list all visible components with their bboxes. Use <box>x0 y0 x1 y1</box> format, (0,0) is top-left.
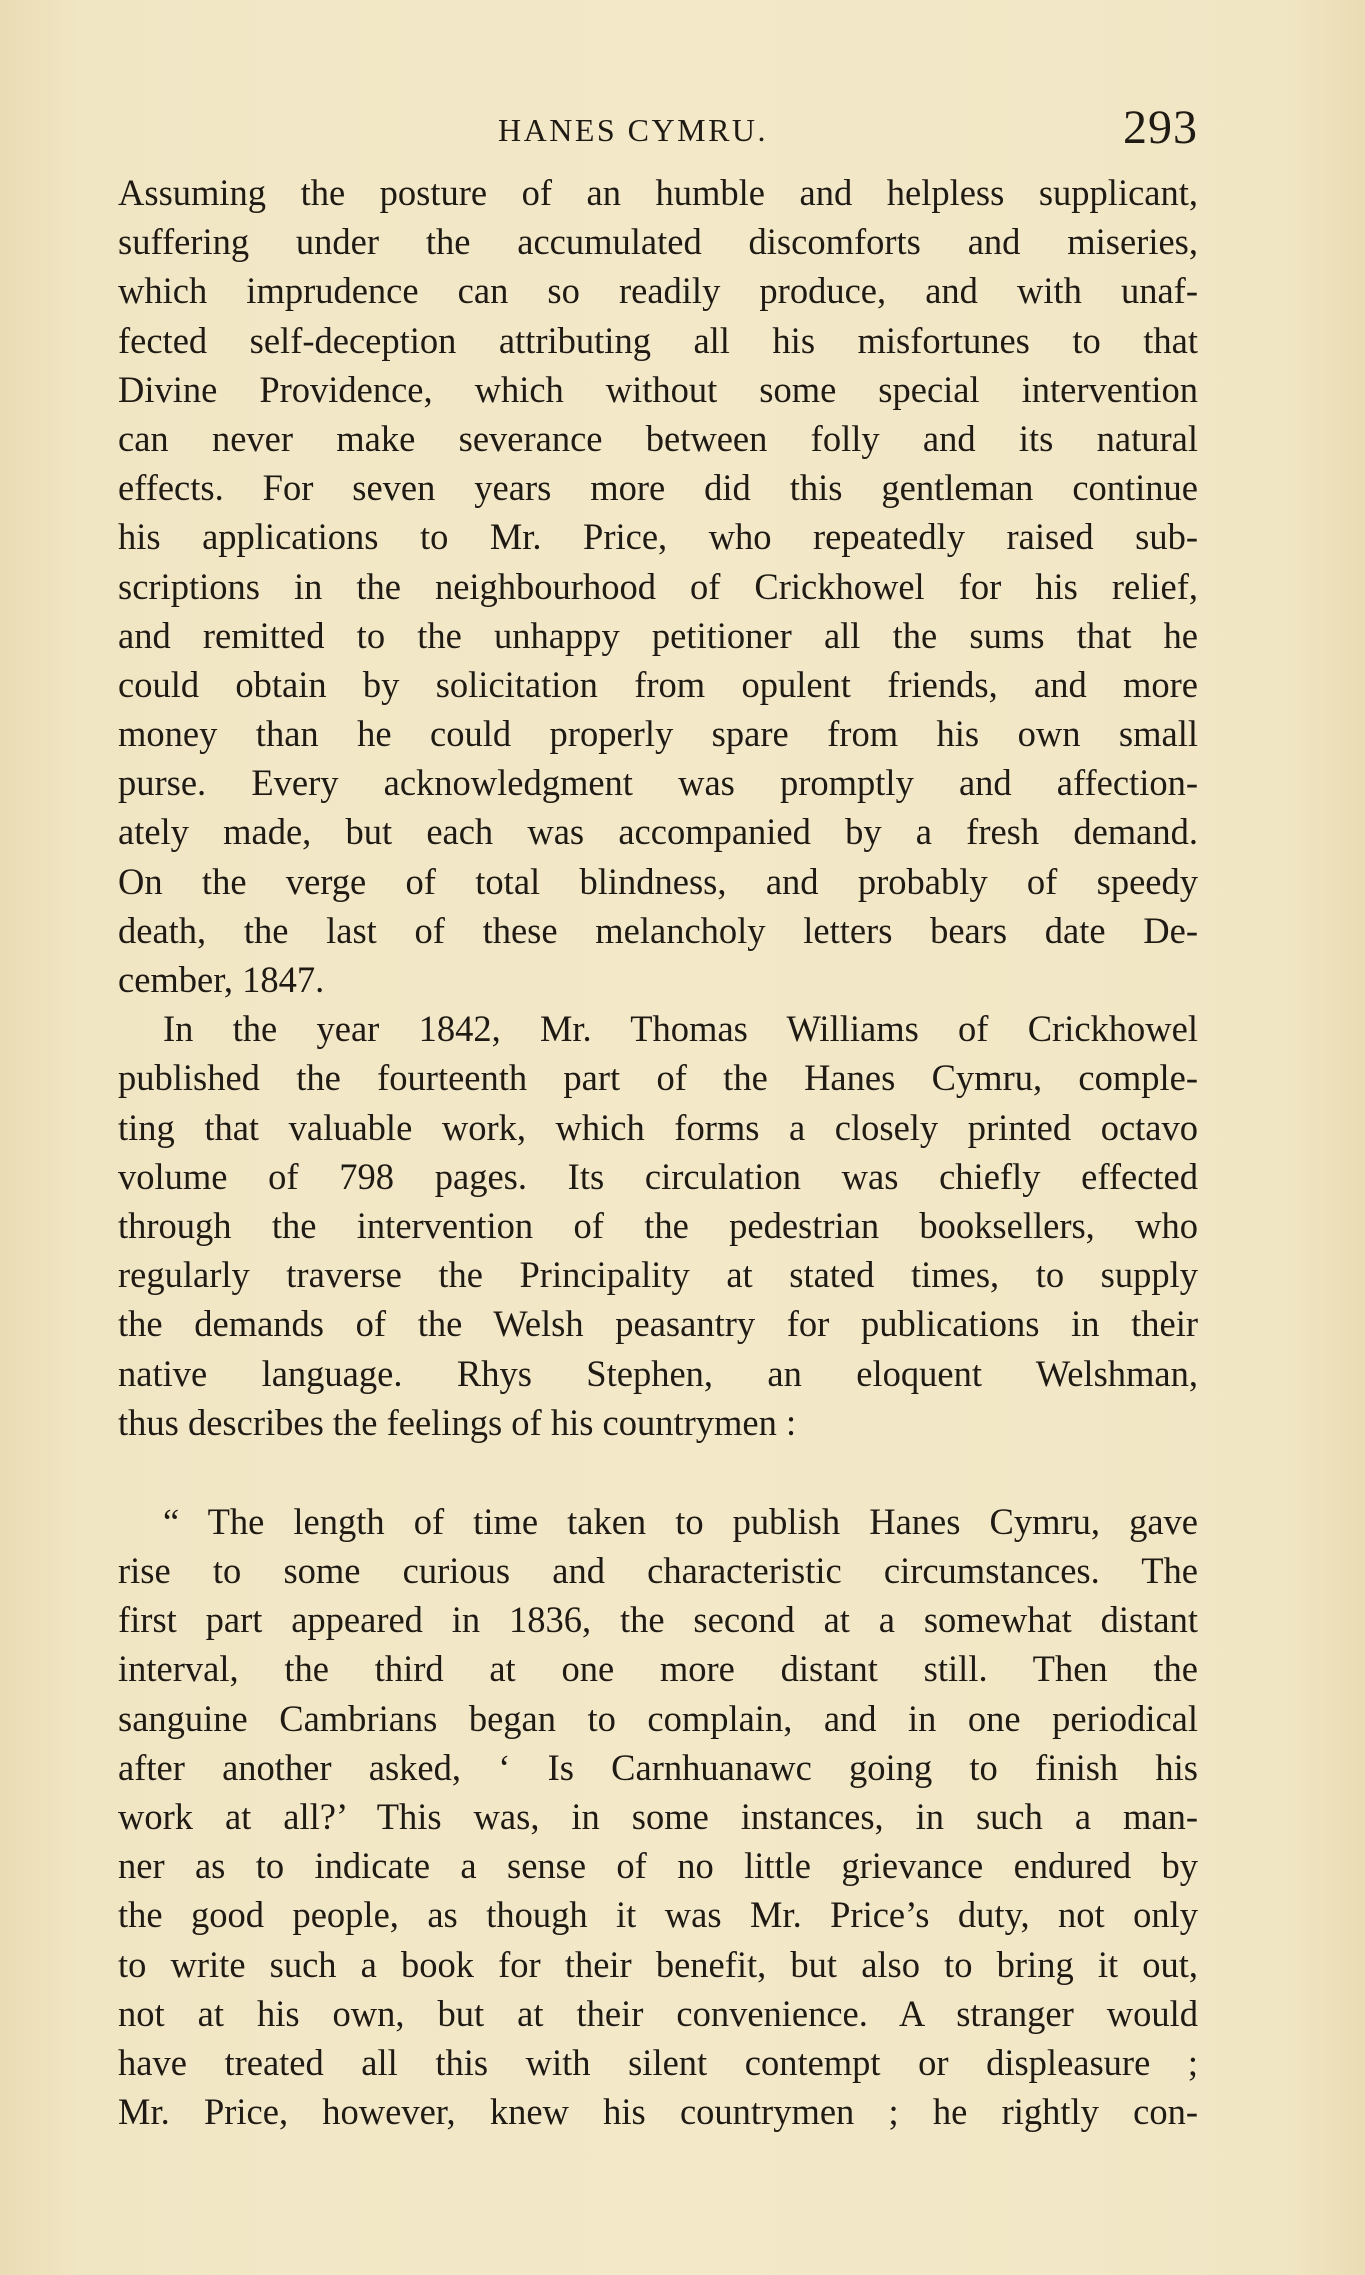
body-text <box>118 168 1198 2136</box>
text-line: not at his own, but at their convenience. A stranger would <box>118 1992 1198 2034</box>
text-line: ting that valuable work, which forms a closely printed octavo <box>118 1106 1198 1148</box>
text-line: regularly traverse the Principality at stated times, to supply <box>118 1254 1198 1296</box>
text-line: In the year 1842, Mr. Thomas Williams of Crickhowel <box>163 1008 1198 1050</box>
text-line: volume of 798 pages. Its circulation was chiefly effected <box>118 1155 1198 1197</box>
text-line: published the fourteenth part of the Hanes Cymru, comple- <box>118 1057 1198 1099</box>
text-line: and remitted to the unhappy petitioner all the sums that he <box>118 614 1198 656</box>
text-line: through the intervention of the pedestrian booksellers, who <box>118 1204 1198 1246</box>
text-line: his applications to Mr. Price, who repeatedly raised sub- <box>118 516 1198 558</box>
paragraph-1 <box>118 168 1198 1004</box>
text-line: Mr. Price, however, knew his countrymen ; he rightly con- <box>118 2091 1198 2133</box>
text-line: thus describes the feelings of his countrymen : <box>118 1401 797 1443</box>
text-line: the good people, as though it was Mr. Price’s duty, not only <box>118 1894 1198 1936</box>
text-line: purse. Every acknowledgment was promptly and affection- <box>118 762 1198 804</box>
running-title: HANES CYMRU. <box>498 112 769 148</box>
text-line: first part appeared in 1836, the second at a somewhat distant <box>118 1599 1198 1641</box>
text-line: suffering under the accumulated discomforts and miseries, <box>118 221 1198 263</box>
text-line: death, the last of these melancholy letters bears date De- <box>118 909 1198 951</box>
text-line: after another asked, ‘ Is Carnhuanawc going to finish his <box>118 1746 1198 1788</box>
text-line: work at all?’ This was, in some instances, in such a man- <box>118 1796 1198 1837</box>
section-gap <box>118 1447 1198 1497</box>
text-line: Assuming the posture of an humble and helpless supplicant, <box>118 172 1198 213</box>
text-line: “ The length of time taken to publish Hanes Cymru, gave <box>163 1500 1198 1542</box>
text-line: effects. For seven years more did this gentleman continue <box>118 467 1198 509</box>
text-line: On the verge of total blindness, and probably of speedy <box>118 860 1198 902</box>
text-line: have treated all this with silent contempt or displeasure ; <box>118 2041 1198 2083</box>
text-line: which imprudence can so readily produce, and with unaf- <box>118 270 1198 312</box>
quotation <box>118 1497 1198 2136</box>
text-line: sanguine Cambrians began to complain, and in one periodical <box>118 1697 1198 1739</box>
text-line: the demands of the Welsh peasantry for publications in their <box>118 1303 1198 1345</box>
text-line: can never make severance between folly and its natural <box>118 417 1198 459</box>
paragraph-2 <box>118 1004 1198 1447</box>
text-line: could obtain by solicitation from opulent friends, and more <box>118 663 1198 705</box>
page-number: 293 <box>1123 101 1198 154</box>
text-line: Divine Providence, which without some special intervention <box>118 368 1198 410</box>
text-line: interval, the third at one more distant still. Then the <box>118 1648 1198 1690</box>
text-line: to write such a book for their benefit, but also to bring it out, <box>118 1943 1198 1985</box>
text-line: scriptions in the neighbourhood of Crickhowel for his relief, <box>118 565 1198 607</box>
text-line: money than he could properly spare from his own small <box>118 713 1198 755</box>
text-line: native language. Rhys Stephen, an eloquent Welshman, <box>118 1352 1198 1394</box>
text-line: fected self-deception attributing all his misfortunes to that <box>118 319 1198 361</box>
text-line: ner as to indicate a sense of no little grievance endured by <box>118 1845 1198 1887</box>
text-line: ately made, but each was accompanied by a fresh demand. <box>118 811 1198 853</box>
text-line: cember, 1847. <box>118 959 325 1000</box>
page-header <box>118 100 1198 160</box>
text-line: rise to some curious and characteristic circumstances. The <box>118 1550 1198 1592</box>
